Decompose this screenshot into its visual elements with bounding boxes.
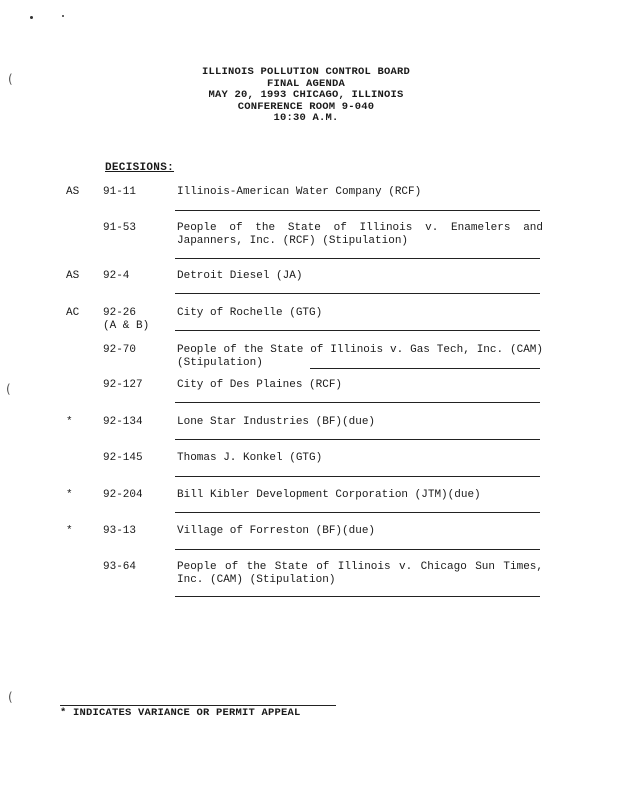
item-mark: AS — [66, 270, 80, 282]
item-description: Bill Kibler Development Corporation (JTM)(due) — [177, 489, 481, 501]
item-mark: AS — [66, 186, 80, 198]
item-rule — [175, 476, 540, 477]
item-rule — [175, 293, 540, 294]
header-line-board: ILLINOIS POLLUTION CONTROL BOARD — [201, 66, 411, 78]
item-mark: * — [66, 525, 73, 537]
item-rule — [175, 549, 540, 550]
scan-speck — [30, 16, 33, 19]
item-rule — [175, 402, 540, 403]
header-line-room: CONFERENCE ROOM 9-040 — [237, 100, 375, 113]
item-rule — [175, 210, 540, 211]
item-rule — [310, 368, 540, 369]
item-rule — [175, 596, 540, 597]
item-case-number: 92-26 (A & B) — [103, 307, 150, 332]
item-description: City of Rochelle (GTG) — [177, 307, 323, 319]
agenda-header — [150, 67, 462, 125]
item-case-number: 92-70 — [103, 344, 137, 356]
item-case-number: 93-13 — [103, 525, 137, 537]
scan-speck — [62, 15, 64, 17]
item-rule — [175, 512, 540, 513]
item-case-number: 91-53 — [103, 222, 137, 234]
item-description: Village of Forreston (BF)(due) — [177, 525, 376, 537]
item-case-number: 92-127 — [103, 379, 143, 391]
item-mark: * — [66, 416, 73, 428]
footer-rule — [60, 705, 336, 706]
item-mark: * — [66, 489, 73, 501]
header-line-time: 10:30 A.M. — [273, 112, 339, 125]
item-case-number: 93-64 — [103, 561, 137, 573]
item-rule — [175, 330, 540, 331]
item-case-number: 91-11 — [103, 186, 137, 198]
item-description: People of the State of Illinois v. Chicago Sun Times, Inc. (CAM) (Stipulation) — [177, 561, 543, 586]
item-description: City of Des Plaines (RCF) — [177, 379, 343, 391]
item-case-number: 92-134 — [103, 416, 143, 428]
item-rule — [175, 258, 540, 259]
binder-hole-mark: ( — [8, 690, 13, 704]
header-line-date-location: MAY 20, 1993 CHICAGO, ILLINOIS — [208, 89, 404, 102]
item-case-number: 92-204 — [103, 489, 143, 501]
item-description: People of the State of Illinois v. Gas Tech, Inc. (CAM) (Stipulation) — [177, 344, 543, 369]
item-description: People of the State of Illinois v. Enamelers and Japanners, Inc. (RCF) (Stipulation) — [177, 222, 543, 247]
item-description: Lone Star Industries (BF)(due) — [177, 416, 376, 428]
item-rule — [175, 439, 540, 440]
footer-note: * INDICATES VARIANCE OR PERMIT APPEAL — [60, 707, 301, 719]
section-heading-decisions: DECISIONS: — [105, 162, 175, 174]
item-description: Thomas J. Konkel (GTG) — [177, 452, 323, 464]
binder-hole-mark: ( — [6, 382, 11, 396]
item-mark: AC — [66, 307, 80, 319]
item-case-number: 92-145 — [103, 452, 143, 464]
item-description: Detroit Diesel (JA) — [177, 270, 303, 282]
binder-hole-mark: ( — [8, 72, 13, 86]
header-line-title: FINAL AGENDA — [266, 77, 345, 90]
item-description: Illinois-American Water Company (RCF) — [177, 186, 422, 198]
item-case-number: 92-4 — [103, 270, 130, 282]
